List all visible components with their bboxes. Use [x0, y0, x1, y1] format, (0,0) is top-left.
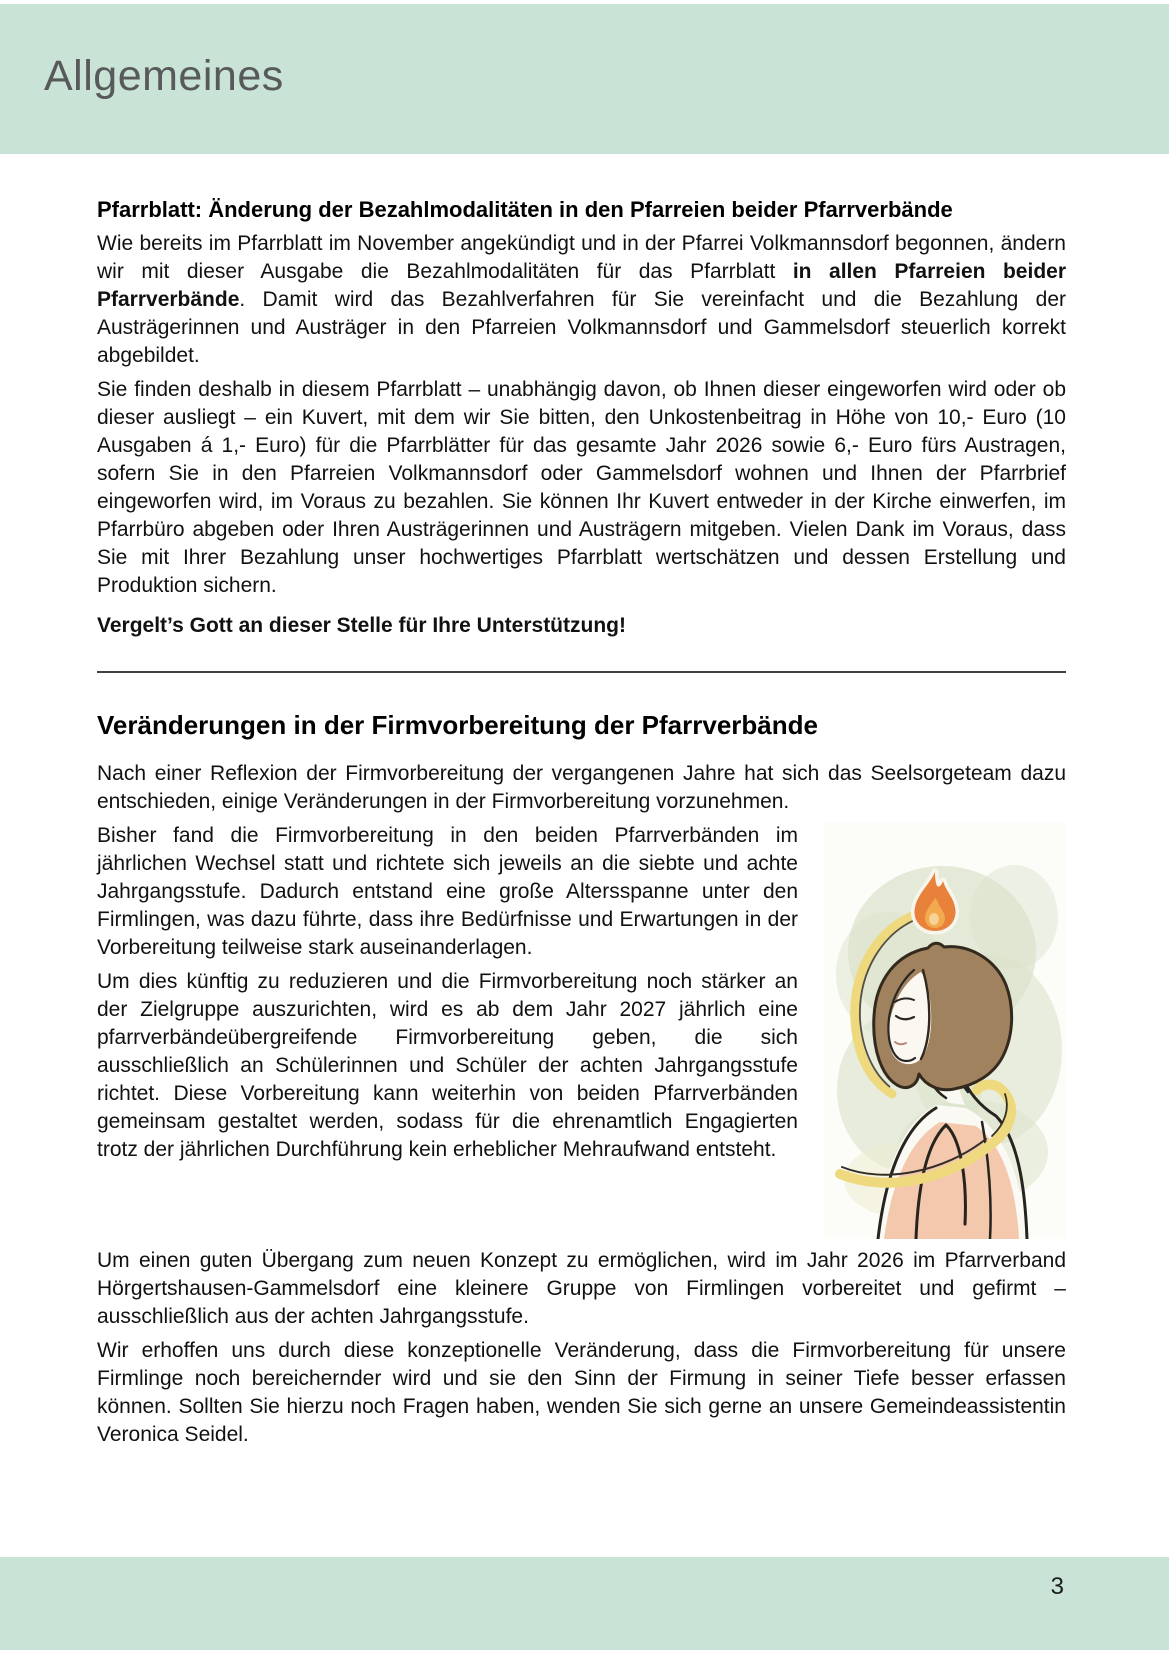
- header-band: [0, 4, 1169, 154]
- text-run: . Damit wird das Bezahlverfahren für Sie vereinfacht und die Bezahlung der Austrägerinnen und Austräger in den Pfarreien Volkmannsdorf und Gammelsdorf steuerlich korrekt abgebildet.: [97, 288, 1066, 368]
- watercolor-figure-illustration: [824, 822, 1066, 1239]
- section1-paragraph-1: [97, 230, 1066, 370]
- section2-narrow-column: [97, 822, 798, 1164]
- section1-paragraph-2: Sie finden deshalb in diesem Pfarrblatt – unabhängig davon, ob Ihnen dieser eingeworfen wird oder ob dieser ausliegt – ein Kuvert, mit dem wir Sie bitten, den Unkostenbeitrag in Höhe von 10,- Euro (10 Ausgaben á 1,- Euro) für die Pfarrblätter für das gesamte Jahr 2026 sowie 6,- Euro fürs Austragen, sofern Sie in den Pfarreien Volkmannsdorf oder Gammelsdorf wohnen und Ihnen der Pfarrbrief eingeworfen wird, im Voraus zu bezahlen. Sie können Ihr Kuvert entweder in der Kirche einwerfen, im Pfarrbüro abgeben oder Ihren Austrägerinnen und Austrägern mitgeben. Vielen Dank im Voraus, dass Sie mit Ihrer Bezahlung unser hochwertiges Pfarrblatt wertschätzen und dessen Erstellung und Produktion sichern.: [97, 378, 1066, 598]
- firmung-illustration: [824, 822, 1066, 1239]
- text-run: Wie bereits im Pfarrblatt im November angekündigt und in der Pfarrei Volkmannsdorf begonnen, ändern wir mit dieser Ausgabe die Bezahlmodalitäten für das Pfarrblatt: [97, 232, 1066, 284]
- section2-paragraph-3: Um dies künftig zu reduzieren und die Firmvorbereitung noch stärker an der Zielgruppe auszurichten, wird es ab dem Jahr 2027 jährlich eine pfarrverbändeübergreifende Firmvorbereitung geben, die sich ausschließlich an Schülerinnen und Schüler der achten Jahrgangsstufe richtet. Diese Vorbereitung kann weiterhin von beiden Pfarrverbänden gemeinsam gestaltet werden, sodass für die ehrenamtlich Engagierten trotz der jährlichen Durchführung kein erheblicher Mehraufwand entsteht.: [97, 969, 798, 1161]
- page-content: [97, 154, 1066, 1455]
- section1-heading: Pfarrblatt: Änderung der Bezahlmodalitäten in den Pfarreien beider Pfarrverbände: [97, 197, 953, 222]
- footer-band: [0, 1557, 1169, 1650]
- section2-paragraph-5: Wir erhoffen uns durch diese konzeptionelle Veränderung, dass die Firmvorbereitung für unsere Firmlinge noch bereichernder wird und sie den Sinn der Firmung in seiner Tiefe besser erfassen können. Sollten Sie hierzu noch Fragen haben, wenden Sie sich gerne an unsere Gemeindeassistentin Veronica Seidel.: [97, 1338, 1066, 1446]
- section2-paragraph-1: Nach einer Reflexion der Firmvorbereitung der vergangenen Jahre hat sich das Seelsorgeteam dazu entschieden, einige Veränderungen in der Firmvorbereitung vorzunehmen.: [97, 761, 1066, 813]
- page-title: Allgemeines: [44, 52, 284, 100]
- section2-heading: Veränderungen in der Firmvorbereitung der Pfarrverbände: [97, 710, 818, 741]
- text-run-bold: in allen Pfarreien beider Pfarrverbände: [97, 260, 1066, 312]
- section-divider: [97, 671, 1066, 673]
- section1-thanks-line: Vergelt’s Gott an dieser Stelle für Ihre Unterstützung!: [97, 614, 626, 638]
- section2-text-image-row: [97, 822, 1066, 1239]
- section2-paragraph-4: Um einen guten Übergang zum neuen Konzept zu ermöglichen, wird im Jahr 2026 im Pfarrverband Hörgertshausen-Gammelsdorf eine kleinere Gruppe von Firmlingen vorbereitet und gefirmt – ausschließlich aus der achten Jahrgangsstufe.: [97, 1248, 1066, 1328]
- page-number: 3: [1050, 1573, 1064, 1600]
- section2-paragraph-2: Bisher fand die Firmvorbereitung in den beiden Pfarrverbänden im jährlichen Wechsel statt und richtete sich jeweils an die siebte und achte Jahrgangsstufe. Dadurch entstand eine große Altersspanne unter den Firmlingen, was dazu führte, dass ihre Bedürfnisse und Erwartungen in der Vorbereitung teilweise stark auseinanderlagen.: [97, 823, 798, 959]
